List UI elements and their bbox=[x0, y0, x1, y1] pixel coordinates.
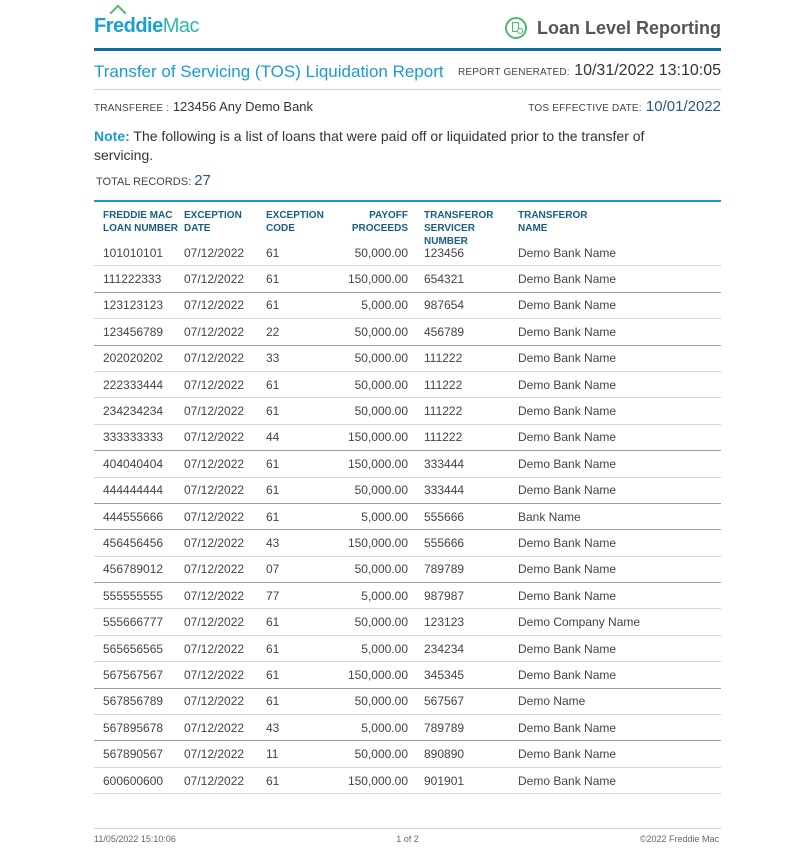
transferee-label: TRANSFEREE : bbox=[94, 103, 170, 114]
cell-payoff-proceeds: 50,000.00 bbox=[354, 377, 408, 392]
cell-exception-code: 61 bbox=[266, 641, 280, 656]
table-row bbox=[94, 768, 721, 794]
report-page bbox=[94, 0, 721, 844]
cell-exception-date: 07/12/2022 bbox=[184, 562, 245, 577]
cell-exception-code: 61 bbox=[266, 509, 280, 524]
cell-exception-code: 61 bbox=[266, 667, 280, 682]
col-exception-date: EXCEPTION DATE bbox=[184, 210, 242, 234]
page-header bbox=[94, 0, 721, 50]
cell-transferor-name: Demo Bank Name bbox=[518, 535, 617, 550]
cell-exception-date: 07/12/2022 bbox=[184, 351, 245, 366]
table-row bbox=[94, 346, 721, 372]
cell-transferor-name: Demo Bank Name bbox=[518, 272, 617, 287]
cell-payoff-proceeds: 150,000.00 bbox=[347, 272, 408, 287]
cell-exception-date: 07/12/2022 bbox=[184, 272, 245, 287]
table-row bbox=[94, 451, 721, 477]
cell-servicer-number: 987987 bbox=[424, 588, 465, 603]
cell-loan-number: 555555555 bbox=[103, 588, 164, 603]
title-divider bbox=[94, 89, 721, 90]
cell-transferor-name: Demo Bank Name bbox=[518, 404, 617, 419]
cell-servicer-number: 555666 bbox=[424, 509, 465, 524]
cell-servicer-number: 333444 bbox=[424, 483, 465, 498]
cell-servicer-number: 789789 bbox=[424, 720, 465, 735]
cell-loan-number: 404040404 bbox=[103, 456, 164, 471]
cell-exception-date: 07/12/2022 bbox=[184, 694, 245, 709]
cell-transferor-name: Demo Bank Name bbox=[518, 298, 617, 313]
table-row bbox=[94, 636, 721, 662]
cell-loan-number: 123123123 bbox=[103, 298, 164, 313]
cell-exception-date: 07/12/2022 bbox=[184, 377, 245, 392]
cell-exception-date: 07/12/2022 bbox=[184, 483, 245, 498]
cell-exception-date: 07/12/2022 bbox=[184, 641, 245, 656]
printed-timestamp: 11/05/2022 15:10:06 bbox=[94, 834, 176, 844]
cell-exception-code: 11 bbox=[266, 747, 279, 762]
cell-transferor-name: Demo Bank Name bbox=[518, 245, 617, 260]
cell-payoff-proceeds: 50,000.00 bbox=[354, 747, 408, 762]
cell-exception-code: 61 bbox=[266, 404, 280, 419]
table-row bbox=[94, 715, 721, 741]
loan-document-icon bbox=[505, 17, 527, 39]
cell-loan-number: 444555666 bbox=[103, 509, 164, 524]
freddie-mac-logo: FreddieMac bbox=[94, 15, 199, 38]
cell-transferor-name: Demo Bank Name bbox=[518, 773, 617, 788]
cell-loan-number: 234234234 bbox=[103, 404, 164, 419]
table-row bbox=[94, 425, 721, 451]
cell-servicer-number: 987654 bbox=[424, 298, 465, 313]
cell-transferor-name: Demo Bank Name bbox=[518, 641, 617, 656]
cell-transferor-name: Demo Bank Name bbox=[518, 324, 617, 339]
cell-payoff-proceeds: 5,000.00 bbox=[361, 641, 408, 656]
cell-transferor-name: Demo Bank Name bbox=[518, 667, 617, 682]
cell-servicer-number: 123456 bbox=[424, 245, 465, 260]
cell-exception-code: 61 bbox=[266, 245, 280, 260]
cell-transferor-name: Demo Bank Name bbox=[518, 430, 617, 445]
page-footer bbox=[94, 828, 721, 844]
cell-loan-number: 123456789 bbox=[103, 324, 164, 339]
cell-transferor-name: Demo Bank Name bbox=[518, 351, 617, 366]
cell-payoff-proceeds: 50,000.00 bbox=[354, 245, 408, 260]
cell-transferor-name: Demo Bank Name bbox=[518, 377, 617, 392]
cell-exception-code: 61 bbox=[266, 377, 280, 392]
table-row bbox=[94, 478, 721, 504]
col-loan-number: FREDDIE MAC LOAN NUMBER bbox=[103, 210, 178, 234]
cell-loan-number: 567856789 bbox=[103, 694, 164, 709]
table-row bbox=[94, 741, 721, 767]
table-row bbox=[94, 398, 721, 424]
table-row bbox=[94, 557, 721, 583]
cell-payoff-proceeds: 50,000.00 bbox=[354, 351, 408, 366]
copyright: ©2022 Freddie Mac bbox=[639, 834, 719, 844]
cell-servicer-number: 789789 bbox=[424, 562, 465, 577]
cell-payoff-proceeds: 50,000.00 bbox=[354, 562, 408, 577]
cell-payoff-proceeds: 5,000.00 bbox=[361, 509, 408, 524]
transferee bbox=[94, 99, 313, 114]
total-value: 27 bbox=[194, 172, 211, 189]
cell-exception-date: 07/12/2022 bbox=[184, 535, 245, 550]
table-row bbox=[94, 689, 721, 715]
cell-transferor-name: Demo Bank Name bbox=[518, 456, 617, 471]
cell-payoff-proceeds: 50,000.00 bbox=[354, 404, 408, 419]
cell-payoff-proceeds: 150,000.00 bbox=[347, 430, 408, 445]
tos-effective-date bbox=[528, 98, 721, 115]
generated-value: 10/31/2022 13:10:05 bbox=[574, 62, 721, 79]
cell-servicer-number: 345345 bbox=[424, 667, 465, 682]
report-note bbox=[94, 127, 694, 165]
total-records bbox=[96, 172, 211, 189]
col-servicer-number: TRANSFEROR SERVICER NUMBER bbox=[424, 210, 494, 247]
cell-exception-code: 43 bbox=[266, 535, 280, 550]
cell-loan-number: 456789012 bbox=[103, 562, 164, 577]
cell-servicer-number: 555666 bbox=[424, 535, 465, 550]
loans-table bbox=[94, 200, 721, 794]
table-row bbox=[94, 530, 721, 556]
cell-servicer-number: 123123 bbox=[424, 615, 465, 630]
cell-exception-date: 07/12/2022 bbox=[184, 509, 245, 524]
cell-exception-code: 61 bbox=[266, 615, 280, 630]
col-exception-code: EXCEPTION CODE bbox=[266, 210, 324, 234]
effective-value: 10/01/2022 bbox=[645, 98, 721, 115]
cell-transferor-name: Demo Name bbox=[518, 694, 586, 709]
cell-loan-number: 456456456 bbox=[103, 535, 164, 550]
table-header bbox=[94, 200, 721, 247]
cell-payoff-proceeds: 5,000.00 bbox=[361, 298, 408, 313]
cell-loan-number: 567890567 bbox=[103, 747, 164, 762]
report-generated bbox=[458, 62, 721, 80]
cell-transferor-name: Demo Bank Name bbox=[518, 747, 617, 762]
cell-payoff-proceeds: 50,000.00 bbox=[354, 615, 408, 630]
table-row bbox=[94, 293, 721, 319]
cell-exception-code: 61 bbox=[266, 272, 280, 287]
col-payoff-proceeds: PAYOFF PROCEEDS bbox=[351, 210, 408, 234]
cell-exception-code: 43 bbox=[266, 720, 280, 735]
cell-loan-number: 567895678 bbox=[103, 720, 164, 735]
cell-payoff-proceeds: 150,000.00 bbox=[347, 667, 408, 682]
table-row bbox=[94, 504, 721, 530]
cell-servicer-number: 111222 bbox=[424, 404, 463, 419]
cell-loan-number: 555666777 bbox=[103, 615, 164, 630]
cell-exception-date: 07/12/2022 bbox=[184, 298, 245, 313]
table-body bbox=[94, 240, 721, 794]
cell-payoff-proceeds: 50,000.00 bbox=[354, 324, 408, 339]
table-row bbox=[94, 240, 721, 266]
col-transferor-name: TRANSFEROR NAME bbox=[518, 210, 588, 234]
cell-loan-number: 444444444 bbox=[103, 483, 164, 498]
cell-exception-code: 44 bbox=[266, 430, 280, 445]
cell-exception-date: 07/12/2022 bbox=[184, 747, 245, 762]
cell-exception-code: 77 bbox=[266, 588, 280, 603]
app-branding bbox=[505, 17, 721, 39]
header-divider bbox=[94, 48, 721, 51]
cell-payoff-proceeds: 150,000.00 bbox=[347, 535, 408, 550]
effective-label: TOS EFFECTIVE DATE: bbox=[528, 103, 642, 114]
cell-payoff-proceeds: 50,000.00 bbox=[354, 694, 408, 709]
cell-exception-code: 61 bbox=[266, 773, 280, 788]
cell-exception-code: 61 bbox=[266, 483, 280, 498]
report-title: Transfer of Servicing (TOS) Liquidation Report bbox=[94, 62, 444, 81]
page-number: 1 of 2 bbox=[396, 834, 419, 844]
cell-exception-date: 07/12/2022 bbox=[184, 720, 245, 735]
cell-loan-number: 567567567 bbox=[103, 667, 164, 682]
cell-payoff-proceeds: 150,000.00 bbox=[347, 456, 408, 471]
cell-servicer-number: 111222 bbox=[424, 430, 463, 445]
cell-loan-number: 333333333 bbox=[103, 430, 164, 445]
cell-servicer-number: 111222 bbox=[424, 377, 463, 392]
table-row bbox=[94, 319, 721, 345]
cell-transferor-name: Demo Bank Name bbox=[518, 562, 617, 577]
cell-loan-number: 111222333 bbox=[103, 272, 162, 287]
cell-exception-date: 07/12/2022 bbox=[184, 245, 245, 260]
generated-label: REPORT GENERATED: bbox=[457, 67, 570, 78]
cell-exception-code: 07 bbox=[266, 562, 280, 577]
table-row bbox=[94, 266, 721, 292]
cell-loan-number: 600600600 bbox=[103, 773, 164, 788]
cell-exception-code: 61 bbox=[266, 694, 280, 709]
cell-servicer-number: 333444 bbox=[424, 456, 465, 471]
cell-exception-code: 61 bbox=[266, 298, 280, 313]
cell-transferor-name: Demo Bank Name bbox=[518, 588, 617, 603]
cell-exception-date: 07/12/2022 bbox=[184, 430, 245, 445]
cell-exception-date: 07/12/2022 bbox=[184, 588, 245, 603]
title-row bbox=[94, 62, 721, 86]
cell-transferor-name: Demo Bank Name bbox=[518, 720, 617, 735]
cell-servicer-number: 456789 bbox=[424, 324, 465, 339]
cell-payoff-proceeds: 5,000.00 bbox=[361, 588, 408, 603]
note-label: Note: bbox=[94, 128, 130, 144]
cell-transferor-name: Bank Name bbox=[518, 509, 581, 524]
cell-exception-date: 07/12/2022 bbox=[184, 773, 245, 788]
cell-exception-date: 07/12/2022 bbox=[184, 324, 245, 339]
app-title: Loan Level Reporting bbox=[536, 17, 721, 38]
cell-loan-number: 202020202 bbox=[103, 351, 164, 366]
cell-exception-code: 22 bbox=[266, 324, 280, 339]
note-text: The following is a list of loans that were paid off or liquidated prior to the transfer of servicing. bbox=[94, 128, 645, 163]
table-row bbox=[94, 609, 721, 635]
transferee-value: 123456 Any Demo Bank bbox=[172, 99, 314, 114]
table-row bbox=[94, 583, 721, 609]
cell-exception-date: 07/12/2022 bbox=[184, 404, 245, 419]
cell-loan-number: 222333444 bbox=[103, 377, 164, 392]
cell-servicer-number: 567567 bbox=[424, 694, 465, 709]
cell-exception-date: 07/12/2022 bbox=[184, 456, 245, 471]
cell-loan-number: 565656565 bbox=[103, 641, 164, 656]
table-row bbox=[94, 662, 721, 688]
cell-payoff-proceeds: 150,000.00 bbox=[347, 773, 408, 788]
cell-servicer-number: 901901 bbox=[424, 773, 465, 788]
cell-servicer-number: 890890 bbox=[424, 747, 465, 762]
cell-transferor-name: Demo Bank Name bbox=[518, 483, 617, 498]
cell-servicer-number: 234234 bbox=[424, 641, 465, 656]
cell-exception-code: 61 bbox=[266, 456, 280, 471]
cell-exception-date: 07/12/2022 bbox=[184, 615, 245, 630]
cell-transferor-name: Demo Company Name bbox=[518, 615, 641, 630]
cell-exception-date: 07/12/2022 bbox=[184, 667, 245, 682]
cell-servicer-number: 654321 bbox=[424, 272, 465, 287]
cell-exception-code: 33 bbox=[266, 351, 280, 366]
cell-payoff-proceeds: 50,000.00 bbox=[354, 483, 408, 498]
cell-servicer-number: 111222 bbox=[424, 351, 463, 366]
total-label: TOTAL RECORDS: bbox=[96, 176, 192, 188]
cell-loan-number: 101010101 bbox=[103, 245, 164, 260]
cell-payoff-proceeds: 5,000.00 bbox=[361, 720, 408, 735]
table-row bbox=[94, 372, 721, 398]
